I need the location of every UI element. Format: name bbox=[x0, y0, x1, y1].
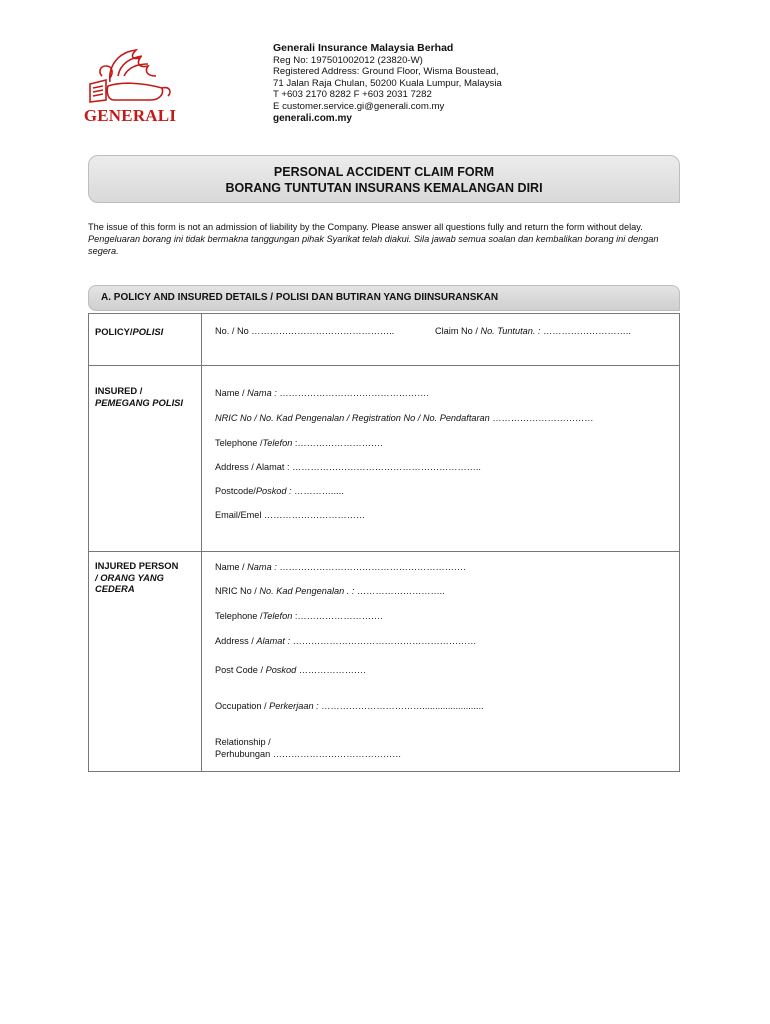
section-a-heading-box bbox=[88, 285, 680, 311]
insured-label: INSURED / PEMEGANG POLISI bbox=[95, 385, 184, 408]
injured-postcode-field[interactable]: Post Code / Poskod …………………. bbox=[215, 665, 366, 675]
instructions-en: The issue of this form is not an admission of liability by the Company. Please answer all questions fully and return the form without delay. bbox=[88, 222, 643, 232]
row-divider bbox=[89, 551, 679, 552]
injured-person-label: INJURED PERSON / ORANG YANG CEDERA bbox=[95, 560, 179, 594]
injured-relationship-field[interactable]: Relationship / Perhubungan …………………………………… bbox=[215, 737, 402, 759]
instructions-ms: Pengeluaran borang ini tidak bermakna tanggungan pihak Syarikat telah diakui. Sila jawab semua soalan dan kembalikan borang ini dengan segera. bbox=[88, 234, 659, 257]
insured-postcode-field[interactable]: Postcode/Poskod : …………..... bbox=[215, 486, 344, 496]
insured-telephone-field[interactable]: Telephone /Telefon :………………………. bbox=[215, 438, 383, 448]
company-phone: T +603 2170 8282 F +603 2031 7282 bbox=[273, 89, 432, 101]
injured-address-field[interactable]: Address / Alamat : …………………………………………………… bbox=[215, 636, 477, 646]
registered-address-line1: Registered Address: Ground Floor, Wisma Boustead, bbox=[273, 66, 499, 78]
company-email: E customer.service.gi@generali.com.my bbox=[273, 100, 445, 112]
registered-address-line2: 71 Jalan Raja Chulan, 50200 Kuala Lumpur, Malaysia bbox=[273, 77, 502, 89]
form-title-ms: BORANG TUNTUTAN INSURANS KEMALANGAN DIRI bbox=[225, 181, 543, 195]
company-name: Generali Insurance Malaysia Berhad bbox=[273, 42, 454, 54]
injured-telephone-field[interactable]: Telephone /Telefon :………………………. bbox=[215, 611, 383, 621]
insured-nric-field[interactable]: NRIC No / No. Kad Pengenalan / Registration No / No. Pendaftaran …………………………… bbox=[215, 413, 594, 423]
registration-number: Reg No: 197501002012 (23820-W) bbox=[273, 54, 423, 66]
company-website[interactable]: generali.com.my bbox=[273, 112, 352, 124]
column-divider bbox=[201, 314, 202, 771]
form-instructions bbox=[88, 221, 688, 258]
insured-address-field[interactable]: Address / Alamat : …………………………………………………….. bbox=[215, 462, 481, 472]
injured-name-field[interactable]: Name / Nama : ……………………………………………………. bbox=[215, 562, 466, 572]
winged-lion-icon bbox=[80, 42, 180, 106]
injured-occupation-field[interactable]: Occupation / Perkerjaan : ……………………………........................ bbox=[215, 701, 484, 711]
section-a-heading: A. POLICY AND INSURED DETAILS / POLISI DAN BUTIRAN YANG DIINSURANSKAN bbox=[101, 292, 499, 303]
logo-wordmark: GENERALI bbox=[83, 106, 177, 125]
row-divider bbox=[89, 365, 679, 366]
section-a-table bbox=[88, 313, 680, 772]
form-title-box bbox=[88, 155, 680, 203]
form-title-en: PERSONAL ACCIDENT CLAIM FORM bbox=[273, 165, 495, 179]
company-details bbox=[273, 43, 502, 124]
insured-email-field[interactable]: Email/Emel …………………………… bbox=[215, 510, 366, 520]
insured-name-field[interactable]: Name / Nama : …………………………………………. bbox=[215, 388, 429, 398]
policy-label: POLICY/POLISI bbox=[95, 326, 164, 337]
injured-nric-field[interactable]: NRIC No / No. Kad Pengenalan . : ……………………….. bbox=[215, 586, 445, 596]
claim-number-field[interactable]: Claim No / No. Tuntutan. : ……………………….. bbox=[435, 326, 631, 336]
policy-number-field[interactable]: No. / No ……………………………………….. bbox=[215, 326, 395, 336]
